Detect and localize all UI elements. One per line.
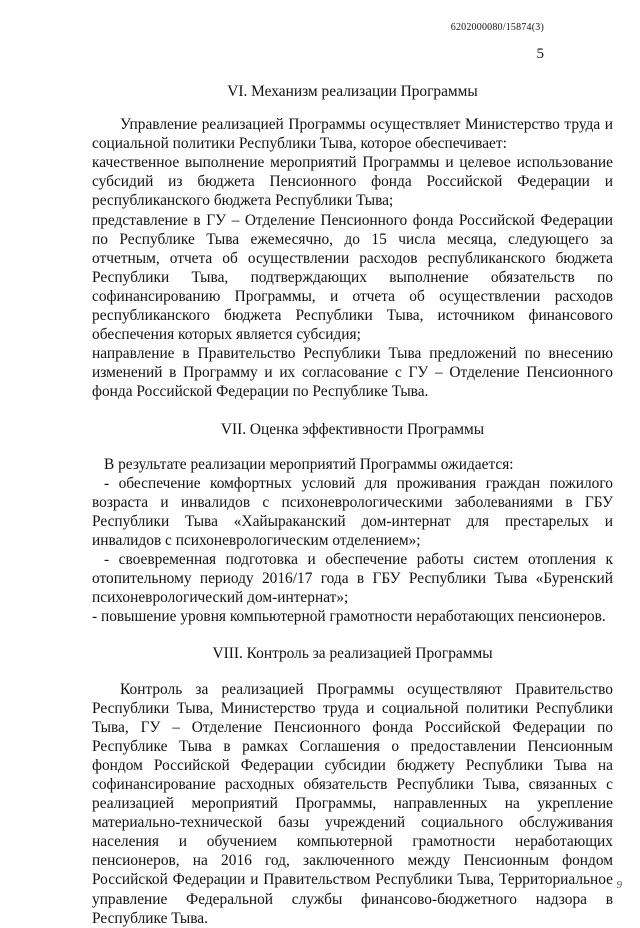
document-body — [92, 82, 613, 928]
section-7-item: - своевременная подготовка и обеспечение работы систем отопления к отопительному периоду 2016/17 года в ГБУ Республики Тыва «Буренский психоневрологический дом-интернат»; — [92, 551, 613, 607]
section-7-intro: В результате реализации мероприятий Программы ожидается: — [104, 455, 514, 473]
section-6-item: направление в Правительство Республики Тыва предложений по внесению изменений в Программу и их согласование с ГУ – Отделение Пенсионного фонда Российской Федерации по Республике Тыва. — [92, 345, 613, 401]
section-7-item: - обеспечение комфортных условий для проживания граждан пожилого возраста и инвалидов с психоневрологическими заболеваниями в ГБУ Республики Тыва «Хайыраканский дом-интернат для престарелых и инвалидов с психоневрологическим отделением»; — [92, 474, 613, 549]
section-7-title: VII. Оценка эффективности Программы — [220, 420, 485, 438]
section-6-item: представление в ГУ – Отделение Пенсионного фонда Российской Федерации по Республике Тыва ежемесячно, до 15 числа месяца, следующего за отчетным, отчета об осуществлении расходов республиканского бюджета Республики Тыва, подтверждающих выполнение обязательств по софинансированию Программы, и отчета об осуществлении расходов республиканского бюджета Республики Тыва, источником финансового обеспечения которых является субсидия; — [92, 211, 613, 344]
section-7-item: - повышение уровня компьютерной грамотности неработающих пенсионеров. — [92, 608, 606, 626]
section-8-title: VIII. Контроль за реализацией Программы — [212, 645, 493, 663]
section-6-title: VI. Механизм реализации Программы — [227, 83, 478, 100]
section-6-item: качественное выполнение мероприятий Программы и целевое использование субсидий из бюджета Пенсионного фонда Российской Федерации и республиканского бюджета Республики Тыва; — [92, 154, 613, 210]
section-6-intro: Управление реализацией Программы осуществляет Министерство труда и социальной политики Республики Тыва, которое обеспечивает: — [92, 116, 613, 153]
handwritten-mark: 9 — [616, 879, 622, 891]
page-number: 5 — [536, 46, 544, 62]
document-id: 6202000080/15874(3) — [450, 22, 544, 33]
section-8-text: Контроль за реализацией Программы осуществляют Правительство Республики Тыва, Министерство труда и социальной политики Республики Тыва, ГУ – Отделение Пенсионного фонда Российской Федерации по Республике Тыва в рамках Соглашения о предоставлении Пенсионным фондом Российской Федерации субсидии бюджету Республики Тыва на софинансирование расходных обязательств Республики Тыва, связанных с реализацией мероприятий Программы, направленных на укрепление материально-технической базы учреждений социального обслуживания населения и обучением компьютерной грамотности неработающих пенсионеров, на 2016 год, заключенного между Пенсионным фондом Российской Федерации и Правительством Республики Тыва, Территориальное управление Федеральной службы финансово-бюджетного надзора в Республике Тыва. — [92, 680, 613, 927]
